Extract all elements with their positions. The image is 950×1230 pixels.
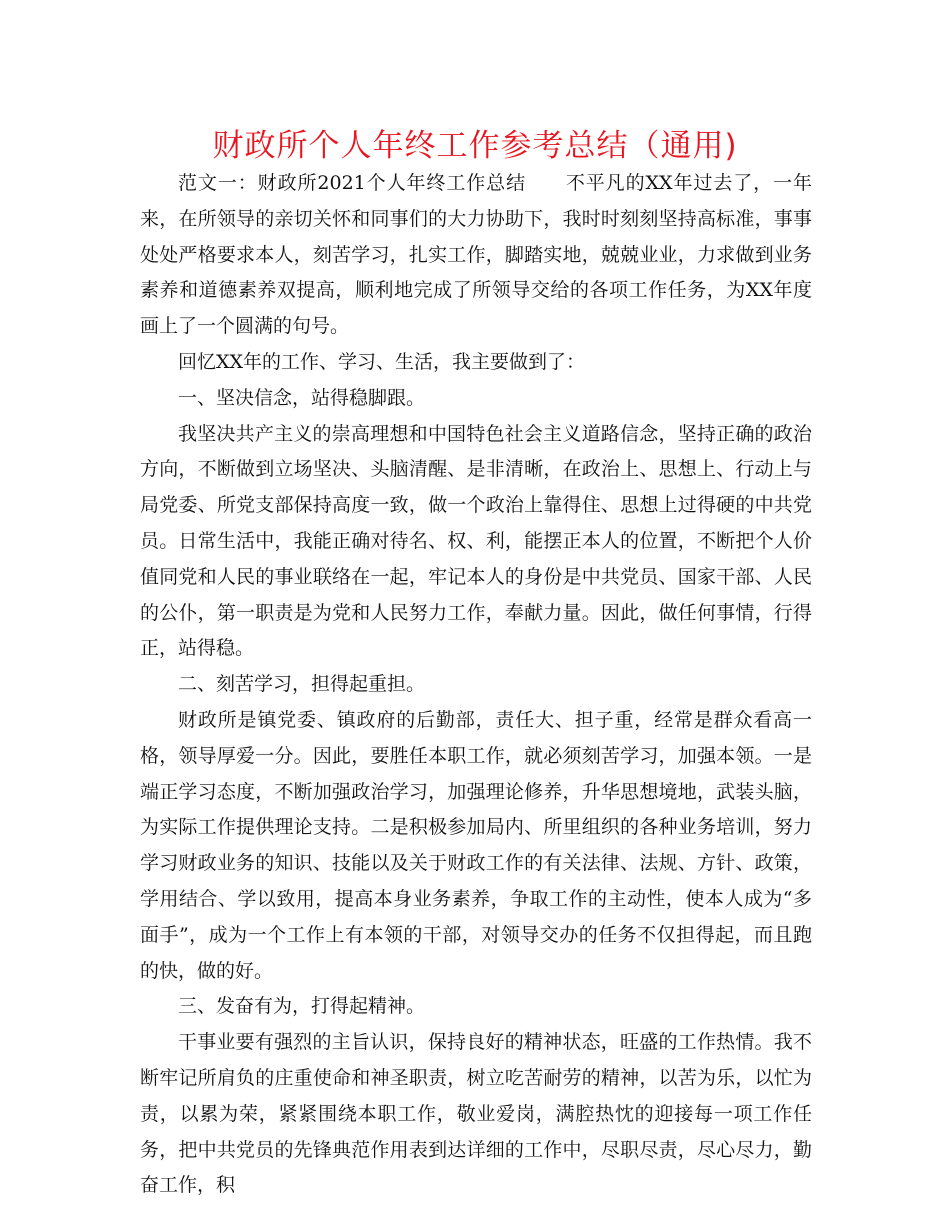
document-body xyxy=(140,166,812,1204)
paragraph-section-1: 我坚决共产主义的崇高理想和中国特色社会主义道路信念，坚持正确的政治方向，不断做到立场坚决、头脑清醒、是非清晰，在政治上、思想上、行动上与局党委、所党支部保持高度一致，做一个政治上靠得住、思想上过得硬的中共党员。日常生活中，我能正确对待名、权、利，能摆正本人的位置，不断把个人价值同党和人民的事业联络在一起，牢记本人的身份是中共党员、国家干部、人民的公仆，第一职责是为党和人民努力工作，奉献力量。因此，做任何事情，行得正，站得稳。 xyxy=(140,422,812,660)
section-heading-1: 一、坚决信念，站得稳脚跟。 xyxy=(178,386,426,409)
paragraph-section-2: 财政所是镇党委、镇政府的后勤部，责任大、担子重，经常是群众看高一格，领导厚爱一分。因此，要胜任本职工作，就必须刻苦学习，加强本领。一是端正学习态度，不断加强政治学习，加强理论修养，升华思想境地，武装头脑，为实际工作提供理论支持。二是积极参加局内、所里组织的各种业务培训，努力学习财政业务的知识、技能以及关于财政工作的有关法律、法规、方针、政策，学用结合、学以致用，提高本身业务素养，争取工作的主动性，使本人成为“多面手”，成为一个工作上有本领的干部，对领导交办的任务不仅担得起，而且跑的快，做的好。 xyxy=(140,708,812,982)
document-title: 财政所个人年终工作参考总结（通用) xyxy=(212,128,738,164)
section-heading-3: 三、发奋有为，打得起精神。 xyxy=(178,995,426,1018)
paragraph-review: 回忆XX年的工作、学习、生活，我主要做到了： xyxy=(178,350,586,373)
section-heading-2: 二、刻苦学习，担得起重担。 xyxy=(178,673,426,696)
paragraph-section-3: 干事业要有强烈的主旨认识，保持良好的精神状态，旺盛的工作热情。我不断牢记所肩负的庄重使命和神圣职责，树立吃苦耐劳的精神，以苦为乐，以忙为责，以累为荣，紧紧围绕本职工作，敬业爱岗，满腔热忱的迎接每一项工作任务，把中共党员的先锋典范作用表到达详细的工作中，尽职尽责，尽心尽力，勤奋工作，积 xyxy=(140,1031,812,1197)
paragraph-intro: 范文一：财政所2021个人年终工作总结 不平凡的XX年过去了，一年来，在所领导的亲切关怀和同事们的大力协助下，我时时刻刻坚持高标准，事事处处严格要求本人，刻苦学习，扎实工作，脚踏实地，兢兢业业，力求做到业务素养和道德素养双提高，顺利地完成了所领导交给的各项工作任务，为XX年度画上了一个圆满的句号。 xyxy=(140,172,812,338)
